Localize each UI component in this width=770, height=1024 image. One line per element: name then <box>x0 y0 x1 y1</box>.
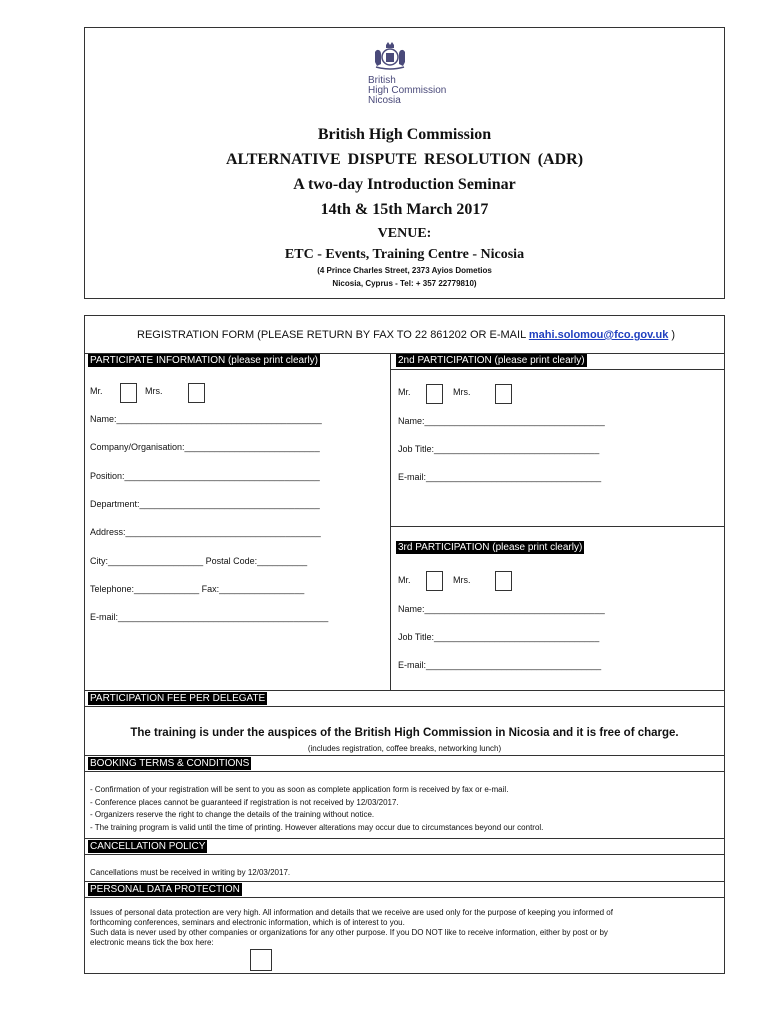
mr-label: Mr. <box>90 386 103 396</box>
divider <box>85 755 724 756</box>
opt-out-checkbox[interactable] <box>250 949 272 971</box>
booking-heading: BOOKING TERMS & CONDITIONS <box>90 758 250 769</box>
cancellation-text: Cancellations must be received in writing by 12/03/2017. <box>90 868 291 877</box>
privacy-line-3: Such data is never used by other companies or organizations for any other purpose. If you DO NOT like to receive information, either by post or by <box>90 928 608 937</box>
venue-label: VENUE: <box>377 226 432 241</box>
fee-statement: The training is under the auspices of the British High Commission in Nicosia and it is free of charge. <box>130 727 679 739</box>
logo-line-1: British <box>368 75 396 86</box>
divider <box>85 854 724 855</box>
list-item: - The training program is valid until the time of printing. However alterations may occur due to circumstances beyond our control. <box>90 822 544 832</box>
royal-coat-of-arms-icon <box>367 40 413 70</box>
divider <box>85 881 724 882</box>
privacy-heading: PERSONAL DATA PROTECTION <box>90 884 240 895</box>
registration-form <box>84 315 725 974</box>
third-mr-label: Mr. <box>398 575 411 585</box>
header-box <box>84 27 725 299</box>
third-email-field[interactable]: E-mail:___________________________________ <box>398 660 602 670</box>
department-field[interactable]: Department:____________________________________ <box>90 499 320 509</box>
logo-text <box>368 76 446 106</box>
participant-heading: PARTICIPATE INFORMATION (please print clearly) <box>90 355 319 366</box>
second-mrs-checkbox[interactable] <box>495 384 512 404</box>
form-title <box>137 329 675 341</box>
venue-address-line-2: Nicosia, Cyprus - Tel: + 357 22779810) <box>332 279 477 288</box>
second-participant-heading: 2nd PARTICIPATION (please print clearly) <box>398 355 585 366</box>
logo-line-3: Nicosia <box>368 95 401 106</box>
cancellation-heading: CANCELLATION POLICY <box>90 841 206 852</box>
second-mr-checkbox[interactable] <box>426 384 443 404</box>
divider <box>85 838 724 839</box>
position-field[interactable]: Position:_______________________________________ <box>90 471 320 481</box>
form-title-text: REGISTRATION FORM (PLEASE RETURN BY FAX TO 22 861202 OR E-MAIL <box>137 329 529 341</box>
address-field[interactable]: Address:_______________________________________ <box>90 527 321 537</box>
contact-email-link[interactable]: mahi.solomou@fco.gov.uk <box>528 329 669 341</box>
seminar-title: A two-day Introduction Seminar <box>293 176 516 193</box>
fee-includes: (includes registration, coffee breaks, networking lunch) <box>307 744 502 753</box>
third-mr-checkbox[interactable] <box>426 571 443 591</box>
divider <box>390 526 724 527</box>
city-postal-field[interactable]: City:___________________ Postal Code:__________ <box>90 556 308 566</box>
second-mrs-label: Mrs. <box>453 387 471 397</box>
form-title-end: ) <box>668 329 676 341</box>
mr-checkbox[interactable] <box>120 383 137 403</box>
logo-line-2: High Commission <box>368 85 447 96</box>
fee-heading: PARTICIPATION FEE PER DELEGATE <box>90 693 266 704</box>
venue-name: ETC - Events, Training Centre - Nicosia <box>284 247 525 262</box>
third-job-field[interactable]: Job Title:_________________________________ <box>398 632 600 642</box>
privacy-line-2: forthcoming conferences, seminars and electronic information, which is of interest to you. <box>90 918 405 927</box>
second-mr-label: Mr. <box>398 387 411 397</box>
list-item: - Confirmation of your registration will be sent to you as soon as complete application form is received by fax or e-mail. <box>90 785 509 794</box>
page-subtitle: ALTERNATIVE DISPUTE RESOLUTION (ADR) <box>225 151 584 168</box>
second-job-field[interactable]: Job Title:_________________________________ <box>398 444 600 454</box>
third-name-field[interactable]: Name:____________________________________ <box>398 604 605 614</box>
divider <box>85 690 724 691</box>
mrs-checkbox[interactable] <box>188 383 205 403</box>
privacy-line-4: electronic means tick the box here: <box>90 938 214 947</box>
mrs-label: Mrs. <box>145 386 163 396</box>
privacy-text <box>90 908 720 948</box>
list-item: - Conference places cannot be guaranteed if registration is not received by 12/03/2017. <box>90 797 399 807</box>
email-field[interactable]: E-mail:__________________________________________ <box>90 612 329 622</box>
column-divider <box>390 353 391 690</box>
third-participant-heading: 3rd PARTICIPATION (please print clearly) <box>398 542 583 553</box>
third-mrs-label: Mrs. <box>453 575 471 585</box>
company-field[interactable]: Company/Organisation:___________________________ <box>90 442 320 452</box>
divider <box>390 369 724 370</box>
third-mrs-checkbox[interactable] <box>495 571 512 591</box>
seminar-dates: 14th & 15th March 2017 <box>320 201 489 218</box>
second-name-field[interactable]: Name:____________________________________ <box>398 416 605 426</box>
venue-address-line-1: (4 Prince Charles Street, 2373 Ayios Dometios <box>317 266 492 275</box>
list-item: - Organizers reserve the right to change the details of the training without notice. <box>90 810 375 819</box>
booking-terms-list <box>90 784 543 834</box>
telephone-fax-field[interactable]: Telephone:_____________ Fax:_________________ <box>90 584 305 594</box>
privacy-line-1: Issues of personal data protection are very high. All information and details that we receive are used only for the purpose of keeping you informed of <box>90 908 613 917</box>
divider <box>85 771 724 772</box>
divider <box>85 706 724 707</box>
page-title: British High Commission <box>317 126 492 143</box>
name-field[interactable]: Name:_________________________________________ <box>90 414 322 424</box>
divider <box>85 897 724 898</box>
second-email-field[interactable]: E-mail:___________________________________ <box>398 472 602 482</box>
